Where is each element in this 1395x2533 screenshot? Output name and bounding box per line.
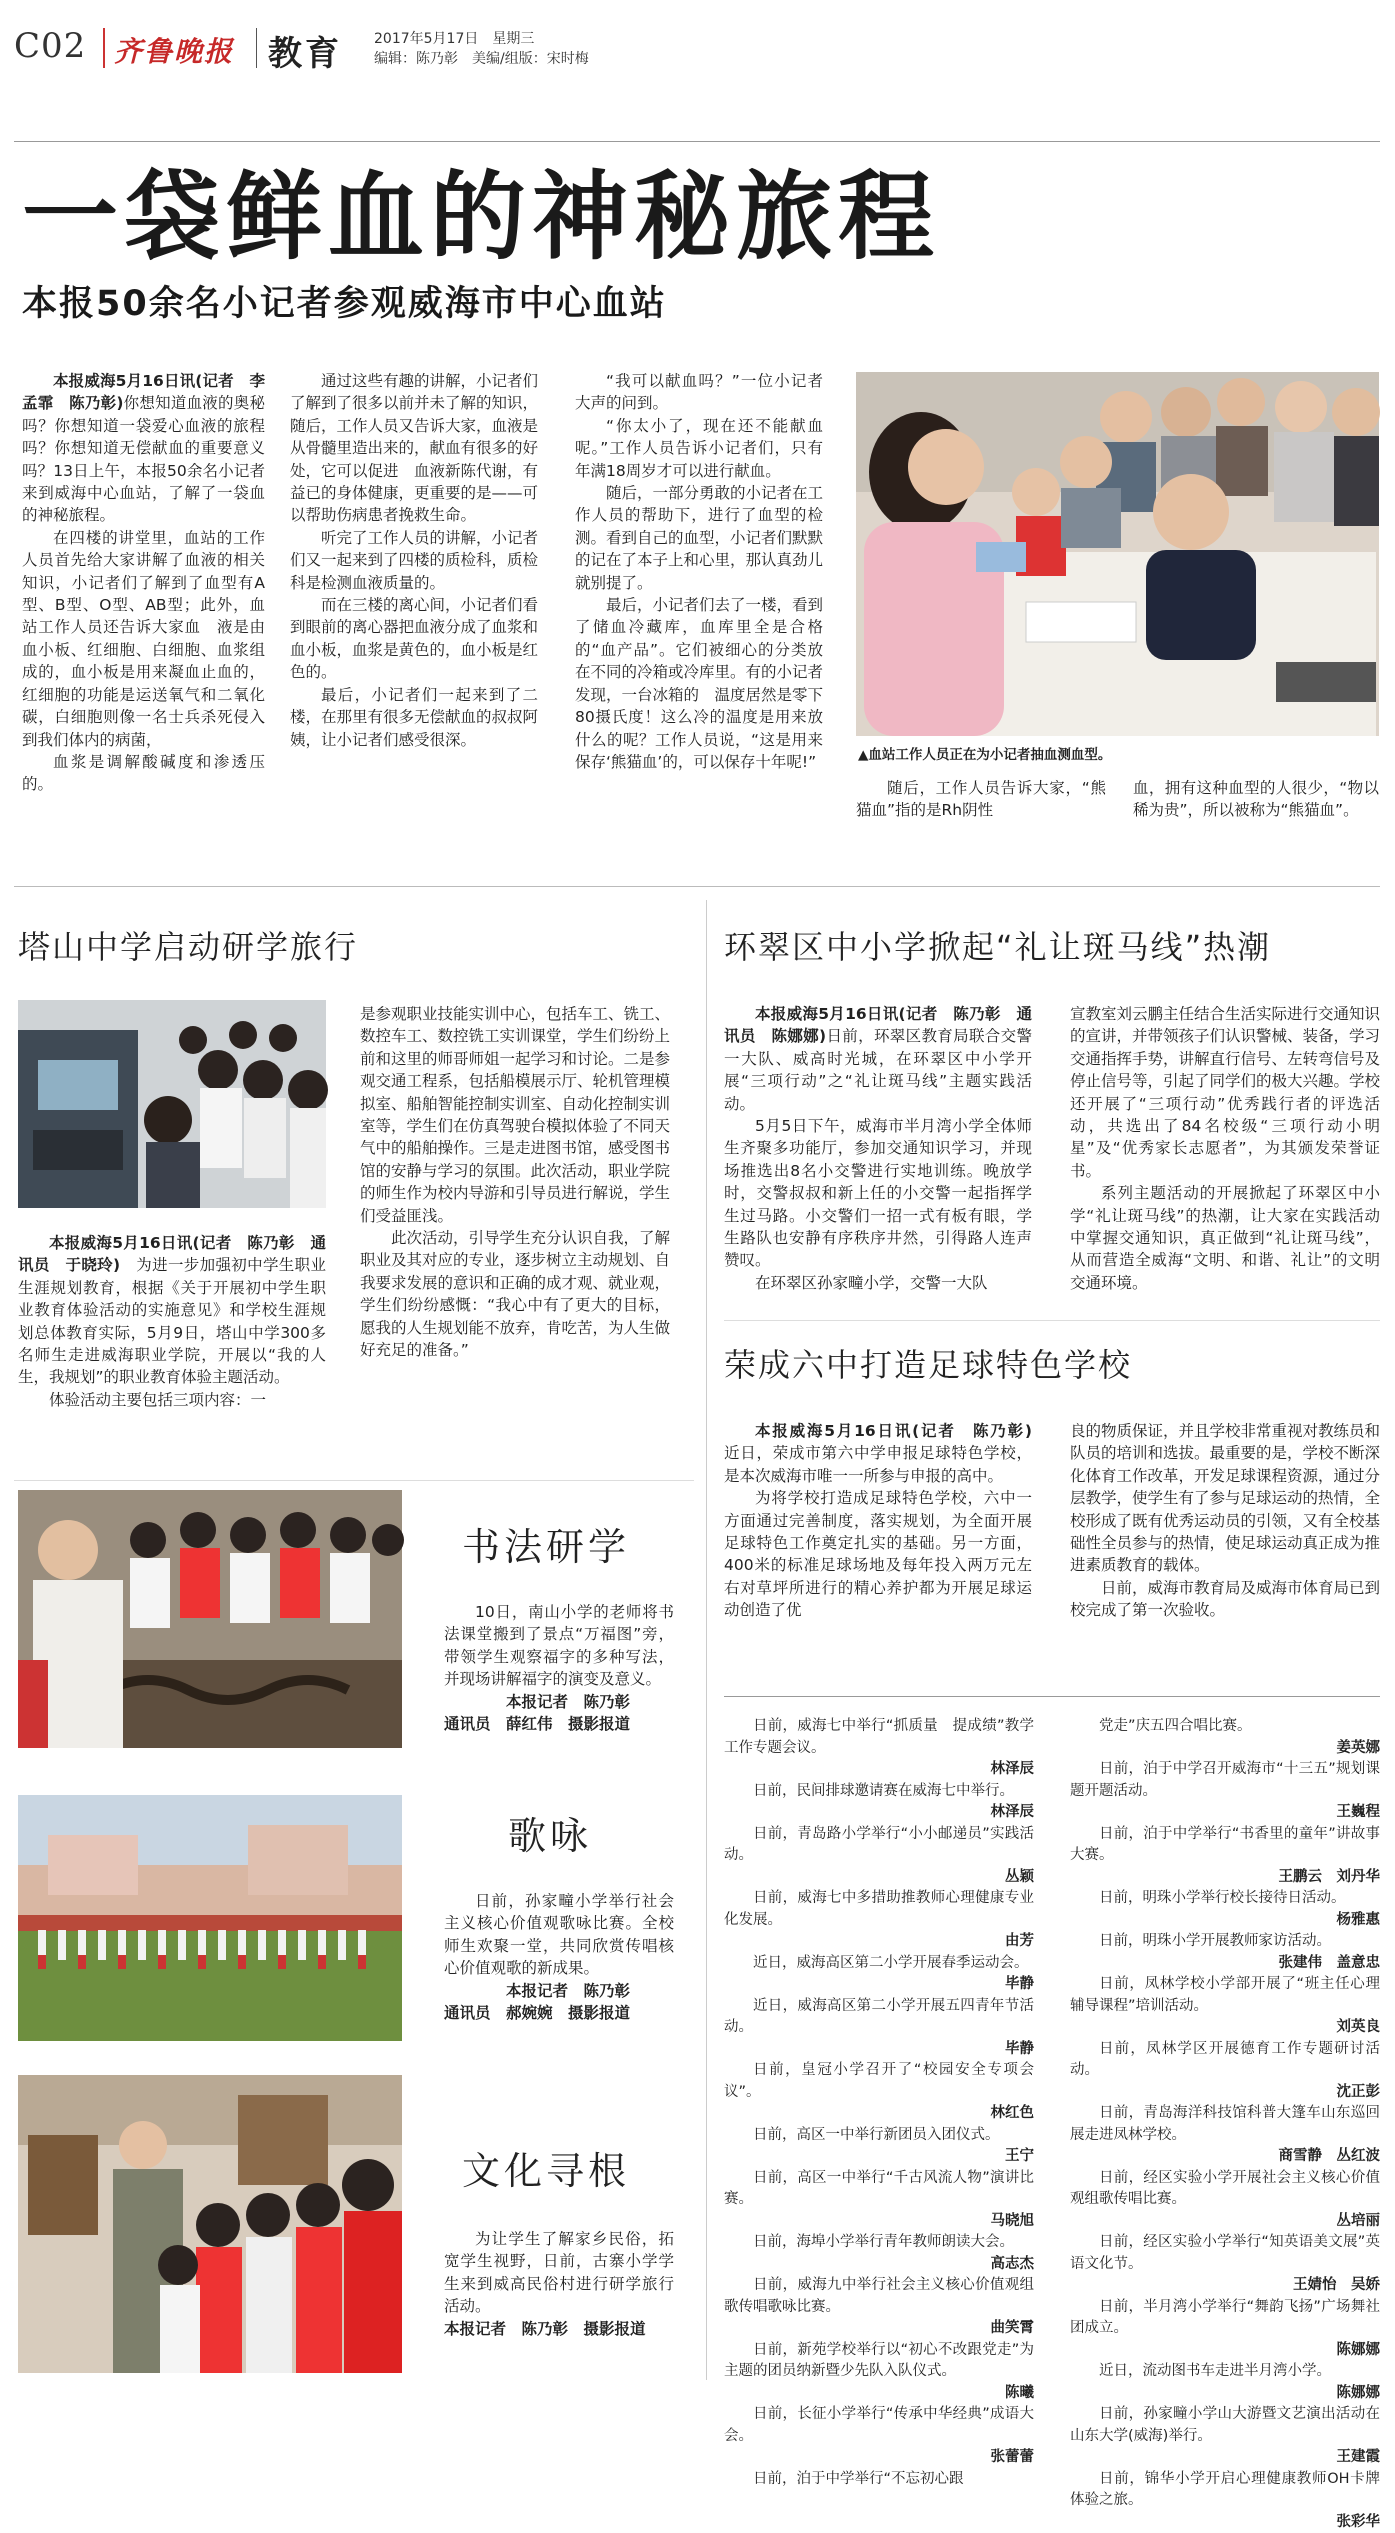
brief-item: 日前，高区一中举行新团员入团仪式。 [724,2125,1034,2147]
wenhua-credit: 本报记者 陈乃彰 摄影报道 [444,2318,674,2340]
paper-logo: 齐鲁晚报 [114,30,234,70]
brief-author: 王婧怡 吴娇 [1070,2275,1380,2297]
brief-author: 毕静 [724,1974,1034,1996]
brief-author: 陈曦 [724,2383,1034,2405]
brief-item: 近日，威海高区第二小学开展春季运动会。 [724,1953,1034,1975]
shufa-title: 书法研学 [462,1516,630,1571]
rongcheng-paragraph: 近日，荣成市第六中学申报足球特色学校，是本次威海市唯一一所参与申报的高中。 [724,1444,1032,1484]
brief-item: 日前，泊于中学举行“书香里的童年”讲故事大赛。 [1070,1824,1380,1867]
brief-item: 日前，青岛海洋科技馆科普大篷车山东巡回展走进凤林学校。 [1070,2103,1380,2146]
brief-author: 杨雅惠 [1070,1910,1380,1932]
column-divider [706,900,707,2380]
masthead-divider-2 [256,28,257,68]
brief-author: 高志杰 [724,2254,1034,2276]
huancui-left-text [724,1003,1032,1294]
tashan-headline: 塔山中学启动研学旅行 [18,922,358,968]
rongcheng-paragraph: 日前，威海市教育局及威海市体育局已到校完成了第一次验收。 [1070,1577,1380,1622]
tashan-paragraph: 是参观职业技能实训中心，包括车工、铣工、数控车工、数控铣工实训课堂，学生们纷纷上前和这里的师哥师姐一起学习和讨论。二是参观交通工程系，包括船模展示厅、轮机管理模拟室、船舶智能控制实训室、自动化控制实训室等，学生们在仿真驾驶台模拟体验了不同天气中的船舶操作。三是走进图书馆，感受图书馆的安静与学习的氛围。此次活动，职业学院的师生作为校内导游和引导员进行解说，学生们受益匪浅。 [360,1003,670,1227]
brief-item: 日前，威海七中举行“抓质量 提成绩”教学工作专题会议。 [724,1716,1034,1759]
lead-column-1 [22,370,265,796]
geyong-title: 歌咏 [508,1805,592,1860]
brief-item: 日前，泊于中学召开威海市“十三五”规划课题开题活动。 [1070,1759,1380,1802]
brief-item: 日前，民间排球邀请赛在威海七中举行。 [724,1781,1034,1803]
huancui-byline: 本报威海5月16日讯(记者 陈乃彰 通讯员 陈娜娜) [724,1005,1032,1045]
tashan-paragraph: 此次活动，引导学生充分认识自我，了解职业及其对应的专业，逐步树立主动规划、自我要求发展的意识和正确的成才观、就业观，学生们纷纷感慨：“我心中有了更大的目标，愿我的人生规划能不放弃，肯吃苦，为人生做好充足的准备。” [360,1227,670,1361]
brief-author: 沈正彭 [1070,2082,1380,2104]
brief-item: 日前，凤林学区开展德育工作专题研讨活动。 [1070,2039,1380,2082]
brief-item: 日前，锦华小学开启心理健康教师OH卡牌体验之旅。 [1070,2469,1380,2512]
brief-author: 林红色 [724,2103,1034,2125]
huancui-paragraph: 宣教室刘云鹏主任结合生活实际进行交通知识的宣讲，并带领孩子们认识警械、装备，学习交通指挥手势，讲解直行信号、左转弯信号及停止信号等，引起了同学们的极大兴趣。学校还开展了“三项行动”优秀践行者的评选活动，共选出了84名校级“三项行动小明星”及“优秀家长志愿者”，为其颁发荣誉证书。 [1070,1003,1380,1182]
geyong-credit: 本报记者 陈乃彰 [444,1980,674,2002]
tashan-byline: 本报威海5月16日讯(记者 陈乃彰 通讯员 于晓玲) [18,1234,326,1274]
brief-item: 近日，威海高区第二小学开展五四青年节活动。 [724,1996,1034,2039]
wenhua-text [444,2228,674,2340]
section-name: 教育 [268,26,342,75]
rongcheng-left-text [724,1420,1032,1622]
rongcheng-byline: 本报威海5月16日讯(记者 陈乃彰) [755,1422,1032,1440]
brief-item: 近日，流动图书车走进半月湾小学。 [1070,2361,1380,2383]
lead-paragraph: 血，拥有这种血型的人很少，“物以稀为贵”，所以被称为“熊猫血”。 [1133,777,1379,822]
rongcheng-right-text [1070,1420,1380,1622]
brief-author: 商雪静 丛红波 [1070,2146,1380,2168]
tashan-photo [18,1000,326,1208]
geyong-credit: 通讯员 郝婉婉 摄影报道 [444,2002,674,2024]
geyong-text [444,1890,674,2024]
huancui-paragraph: 日前，环翠区教育局联合交警一大队、威高时光城，在环翠区中小学开展“三项行动”之“礼让斑马线”主题实践活动。 [724,1027,1032,1112]
brief-author: 王巍程 [1070,1802,1380,1824]
huancui-headline: 环翠区中小学掀起“礼让斑马线”热潮 [724,922,1271,968]
lead-column-2 [290,370,538,751]
huancui-paragraph: 在环翠区孙家疃小学，交警一大队 [724,1272,1032,1294]
brief-author: 林泽辰 [724,1759,1034,1781]
lead-paragraph: “你太小了，现在还不能献血呢。”工作人员告诉小记者们，只有年满18周岁才可以进行献血。 [575,415,823,482]
brief-author: 王建霞 [1070,2447,1380,2469]
brief-author: 林泽辰 [724,1802,1034,1824]
brief-item: 日前，新苑学校举行以“初心不改跟党走”为主题的团员纳新暨少先队入队仪式。 [724,2340,1034,2383]
issue-date: 2017年5月17日 星期三 [374,28,534,48]
brief-item: 日前，明珠小学举行校长接待日活动。 [1070,1888,1380,1910]
tashan-left-text [18,1232,326,1411]
lead-paragraph: 随后，工作人员告诉大家，“熊猫血”指的是Rh阴性 [856,777,1106,822]
masthead-divider [103,28,105,68]
briefs-right-column [1070,1716,1380,2533]
lead-paragraph: 你想知道血液的奥秘吗？你想知道一袋爱心血液的旅程吗？你想知道无偿献血的重要意义吗？13日上午，本报50余名小记者来到威海中心血站，了解了一袋血的神秘旅程。 [22,394,265,524]
brief-item: 日前，孙家疃小学山大游暨文艺演出活动在山东大学(威海)举行。 [1070,2404,1380,2447]
brief-item: 日前，明珠小学开展教师家访活动。 [1070,1931,1380,1953]
wenhua-caption: 为让学生了解家乡民俗，拓宽学生视野，日前，古寨小学学生来到威高民俗村进行研学旅行活动。 [444,2228,674,2318]
section-rule [14,1480,694,1481]
briefs-left-column [724,1716,1034,2490]
lead-paragraph: 血浆是调解酸碱度和渗透压的。 [22,751,265,796]
lead-paragraph: 通过这些有趣的讲解，小记者们了解到了很多以前并未了解的知识，随后，工作人员又告诉大家，血液是从骨髓里造出来的，献血有很多的好处，它可以促进 血液新陈代谢，有益已的身体健康，更重要的是——可以帮助伤病患者挽救生命。 [290,370,538,527]
lead-photo-caption: ▲血站工作人员正在为小记者抽血测血型。 [858,746,1258,765]
wenhua-title: 文化寻根 [462,2140,630,2195]
huancui-paragraph: 5月5日下午，威海市半月湾小学全体师生齐聚多功能厅，参加交通知识学习，并现场推选出8名小交警进行实地训练。晚放学时，交警叔叔和新上任的小交警一起指挥学生过马路。小交警们一招一式有板有眼，学生路队也安静有序秩序井然，引得路人连声赞叹。 [724,1115,1032,1272]
lead-paragraph: 在四楼的讲堂里，血站的工作人员首先给大家讲解了血液的相关知识，小记者们了解到了血型有A型、B型、O型、AB型；此外，血站工作人员还告诉大家血 液是由血小板、红细胞、白细胞、血浆组成的，血小板是用来凝血止血的，红细胞的功能是运送氧气和二氧化碳，白细胞则像一名士兵杀死侵入到我们体内的病菌， [22,527,265,751]
masthead-rule [14,141,1380,142]
brief-author: 张彩华 [1070,2512,1380,2533]
brief-author: 刘英良 [1070,2017,1380,2039]
lead-column-4 [856,777,1106,822]
brief-item: 党走”庆五四合唱比赛。 [1070,1716,1380,1738]
brief-author: 马晓旭 [724,2211,1034,2233]
section-rule [724,1320,1380,1321]
lead-paragraph: 而在三楼的离心间，小记者们看到眼前的离心器把血液分成了血浆和血小板，血浆是黄色的，血小板是红色的。 [290,594,538,684]
brief-item: 日前，经区实验小学举行“知英语美文展”英语文化节。 [1070,2232,1380,2275]
brief-item: 日前，凤林学校小学部开展了“班主任心理辅导课程”培训活动。 [1070,1974,1380,2017]
lead-story-rule [14,886,1380,887]
shufa-credit: 本报记者 陈乃彰 [444,1691,674,1713]
brief-author: 姜英娜 [1070,1738,1380,1760]
tashan-paragraph: 体验活动主要包括三项内容：一 [18,1389,326,1411]
brief-item: 日前，长征小学举行“传承中华经典”成语大会。 [724,2404,1034,2447]
huancui-right-text [1070,1003,1380,1294]
brief-author: 张蕾蕾 [724,2447,1034,2469]
shufa-text [444,1601,674,1735]
lead-column-5 [1133,777,1379,822]
geyong-photo [18,1795,402,2041]
lead-paragraph: 随后，一部分勇敢的小记者在工作人员的帮助下，进行了血型的检测。看到自己的血型，小记者们默默的记在了本子上和心里，那认真劲儿就别提了。 [575,482,823,594]
brief-item: 日前，高区一中举行“千古风流人物”演讲比赛。 [724,2168,1034,2211]
briefs-rule [724,1696,1380,1697]
brief-item: 日前，皇冠小学召开了“校园安全专项会议”。 [724,2060,1034,2103]
lead-subheadline: 本报50余名小记者参观威海市中心血站 [22,276,667,326]
brief-author: 曲笑霄 [724,2318,1034,2340]
brief-item: 日前，泊于中学举行“不忘初心跟 [724,2469,1034,2491]
brief-item: 日前，半月湾小学举行“舞韵飞扬”广场舞社团成立。 [1070,2297,1380,2340]
huancui-paragraph: 系列主题活动的开展掀起了环翠区中小学“礼让斑马线”的热潮，让大家在实践活动中掌握交通知识，真正做到“礼让斑马线”，从而营造全威海“文明、和谐、礼让”的文明交通环境。 [1070,1182,1380,1294]
lead-paragraph: 最后，小记者们去了一楼，看到了储血冷藏库，血库里全是合格的“血产品”。它们被细心的分类放在不同的冷箱或冷库里。有的小记者发现，一台冰箱的 温度居然是零下80摄氏度！这么冷的温度是用来放什么的呢？工作人员说，“这是用来保存‘熊猫血’的，可以保存十年呢!” [575,594,823,773]
lead-paragraph: 听完了工作人员的讲解，小记者们又一起来到了四楼的质检科，质检科是检测血液质量的。 [290,527,538,594]
brief-author: 由芳 [724,1931,1034,1953]
editor-credits: 编辑：陈乃彰 美编/组版：宋时梅 [374,48,589,68]
tashan-right-text [360,1003,670,1362]
brief-author: 陈娜娜 [1070,2383,1380,2405]
brief-item: 日前，青岛路小学举行“小小邮递员”实践活动。 [724,1824,1034,1867]
brief-author: 毕静 [724,2039,1034,2061]
brief-author: 丛颖 [724,1867,1034,1889]
lead-photo-blood-test [856,372,1379,736]
shufa-caption: 10日，南山小学的老师将书法课堂搬到了景点“万福图”旁，带领学生观察福字的多种写法，并现场讲解福字的演变及意义。 [444,1601,674,1691]
lead-paragraph: “我可以献血吗？”一位小记者大声的问到。 [575,370,823,415]
brief-author: 陈娜娜 [1070,2340,1380,2362]
lead-column-3 [575,370,823,773]
brief-author: 丛培丽 [1070,2211,1380,2233]
geyong-caption: 日前，孙家疃小学举行社会主义核心价值观歌咏比赛。全校师生欢聚一堂，共同欣赏传唱核心价值观歌的新成果。 [444,1890,674,1980]
lead-byline: 本报威海5月16日讯(记者 李孟霏 陈乃彰) [22,372,265,412]
brief-author: 王宁 [724,2146,1034,2168]
wenhua-photo [18,2075,402,2373]
shufa-credit: 通讯员 薛红伟 摄影报道 [444,1713,674,1735]
tashan-paragraph: 为进一步加强初中学生职业生涯规划教育，根据《关于开展初中学生职业教育体验活动的实施意见》和学校生涯规划总体教育实际，5月9日，塔山中学300多名师生走进威海职业学院，开展以“我的人生，我规划”的职业教育体验主题活动。 [18,1256,326,1386]
brief-item: 日前，威海七中多措助推教师心理健康专业化发展。 [724,1888,1034,1931]
brief-author: 王鹏云 刘丹华 [1070,1867,1380,1889]
shufa-photo [18,1490,402,1748]
rongcheng-headline: 荣成六中打造足球特色学校 [724,1340,1132,1386]
lead-headline: 一袋鲜血的神秘旅程 [22,162,940,272]
brief-item: 日前，经区实验小学开展社会主义核心价值观组歌传唱比赛。 [1070,2168,1380,2211]
rongcheng-paragraph: 良的物质保证，并且学校非常重视对教练员和队员的培训和选拔。最重要的是，学校不断深化体育工作改革，开发足球课程资源，通过分层教学，使学生有了参与足球运动的热情，全校形成了既有优秀运动员的引领，又有全校基础性全员参与的热情，使足球运动真正成为推进素质教育的载体。 [1070,1420,1380,1577]
rongcheng-paragraph: 为将学校打造成足球特色学校，六中一方面通过完善制度，落实规划，为全面开展足球特色工作奠定扎实的基础。另一方面，400米的标准足球场地及每年投入两万元左右对草坪所进行的精心养护都为开展足球运动创造了优 [724,1487,1032,1621]
brief-item: 日前，威海九中举行社会主义核心价值观组歌传唱歌咏比赛。 [724,2275,1034,2318]
page-code: C02 [14,26,86,66]
brief-item: 日前，海埠小学举行青年教师朗读大会。 [724,2232,1034,2254]
brief-author: 张建伟 盖意忠 [1070,1953,1380,1975]
lead-paragraph: 最后，小记者们一起来到了二楼，在那里有很多无偿献血的叔叔阿姨，让小记者们感受很深。 [290,684,538,751]
